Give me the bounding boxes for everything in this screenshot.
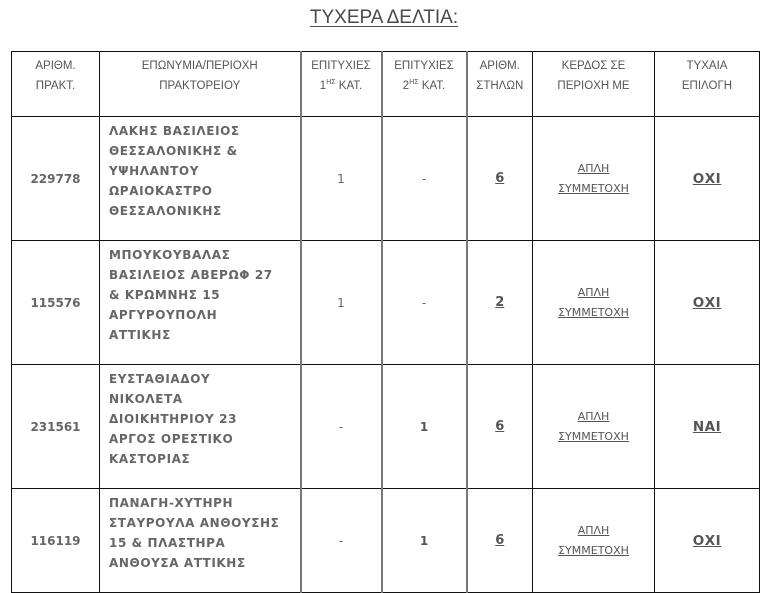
lucky-tickets-table bbox=[11, 51, 760, 593]
columns-cell bbox=[467, 241, 533, 365]
cat1-wins: 1 bbox=[301, 117, 382, 241]
agency-name: ΠΑΝΑΓΗ-ΧΥΤΗΡΗ ΣΤΑΥΡΟΥΛΑ ΑΝΘΟΥΣΗΣ 15 & ΠΛΑΣΤΗΡΑ ΑΝΘΟΥΣΑ ΑΤΤΙΚΗΣ bbox=[100, 489, 301, 593]
profit-cell bbox=[533, 489, 655, 593]
columns-cell bbox=[467, 489, 533, 593]
header-line: ΕΠΙΤΥΧΙΕΣ bbox=[394, 60, 454, 72]
header-columns-count bbox=[467, 52, 533, 117]
random-pick-cell bbox=[655, 241, 760, 365]
agency-name: ΛΑΚΗΣ ΒΑΣΙΛΕΙΟΣ ΘΕΣΣΑΛΟΝΙΚΗΣ & ΥΨΗΛΑΝΤΟΥ ΩΡΑΙΟΚΑΣΤΡΟ ΘΕΣΣΑΛΟΝΙΚΗΣ bbox=[100, 117, 301, 241]
random-pick-cell bbox=[655, 365, 760, 489]
random-pick-link[interactable]: ΟΧΙ bbox=[692, 170, 722, 187]
random-pick-cell bbox=[655, 117, 760, 241]
header-agency-no bbox=[12, 52, 100, 117]
page-title: ΤΥΧΕΡΑ ΔΕΛΤΙΑ: bbox=[309, 7, 459, 28]
header-line: ΕΠΙΤΥΧΙΕΣ bbox=[311, 60, 371, 72]
profit-link[interactable]: ΑΠΛΗ ΣΥΜΜΕΤΟΧΗ bbox=[558, 161, 629, 195]
cat1-wins: 1 bbox=[301, 241, 382, 365]
agency-name: ΕΥΣΤΑΘΙΑΔΟΥ ΝΙΚΟΛΕΤΑ ΔΙΟΙΚΗΤΗΡΙΟΥ 23 ΑΡΓΟΣ ΟΡΕΣΤΙΚΟ ΚΑΣΤΟΡΙΑΣ bbox=[100, 365, 301, 489]
cat2-wins: - bbox=[382, 117, 467, 241]
columns-link[interactable]: 2 bbox=[495, 295, 505, 310]
agency-number: 229778 bbox=[12, 117, 100, 241]
agency-number: 115576 bbox=[12, 241, 100, 365]
header-line: $1^{H\Sigma}$ ΚΑΤ. bbox=[319, 79, 363, 92]
header-line: ΑΡΙΘΜ. bbox=[479, 60, 520, 72]
header-line: ΠΕΡΙΟΧΗ ΜΕ bbox=[557, 80, 630, 92]
header-line: ΕΠΙΛΟΓΗ bbox=[681, 80, 733, 92]
header-line: ΣΤΗΛΩΝ bbox=[476, 80, 524, 92]
random-pick-link[interactable]: ΝΑΙ bbox=[692, 418, 722, 435]
table-header-row bbox=[12, 52, 760, 117]
columns-cell bbox=[467, 365, 533, 489]
columns-link[interactable]: 6 bbox=[495, 533, 505, 548]
header-line: ΠΡΑΚΤ. bbox=[35, 80, 76, 92]
cat2-wins: 1 bbox=[382, 489, 467, 593]
cat1-wins: - bbox=[301, 365, 382, 489]
cat2-wins: 1 bbox=[382, 365, 467, 489]
agency-name: ΜΠΟΥΚΟΥΒΑΛΑΣ ΒΑΣΙΛΕΙΟΣ ΑΒΕΡΩΦ 27 & ΚΡΩΜΝΗΣ 15 ΑΡΓΥΡΟΥΠΟΛΗ ΑΤΤΙΚΗΣ bbox=[100, 241, 301, 365]
header-cat2-wins bbox=[382, 52, 467, 117]
profit-cell bbox=[533, 365, 655, 489]
header-random-pick bbox=[655, 52, 760, 117]
table-row bbox=[12, 365, 760, 489]
table-row bbox=[12, 241, 760, 365]
header-line: $2^{H\Sigma}$ ΚΑΤ. bbox=[402, 79, 446, 92]
header-line: ΕΠΩΝΥΜΙΑ/ΠΕΡΙΟΧΗ bbox=[141, 60, 258, 72]
columns-link[interactable]: 6 bbox=[495, 419, 505, 434]
profit-link[interactable]: ΑΠΛΗ ΣΥΜΜΕΤΟΧΗ bbox=[558, 285, 629, 319]
random-pick-cell bbox=[655, 489, 760, 593]
columns-link[interactable]: 6 bbox=[495, 171, 505, 186]
agency-number: 231561 bbox=[12, 365, 100, 489]
header-line: ΑΡΙΘΜ. bbox=[35, 60, 76, 72]
agency-number: 116119 bbox=[12, 489, 100, 593]
profit-cell bbox=[533, 241, 655, 365]
profit-link[interactable]: ΑΠΛΗ ΣΥΜΜΕΤΟΧΗ bbox=[558, 523, 629, 557]
header-cat1-wins bbox=[301, 52, 382, 117]
cat2-wins: - bbox=[382, 241, 467, 365]
random-pick-link[interactable]: ΟΧΙ bbox=[692, 532, 722, 549]
table-row bbox=[12, 489, 760, 593]
header-profit-area bbox=[533, 52, 655, 117]
random-pick-link[interactable]: ΟΧΙ bbox=[692, 294, 722, 311]
header-line: ΤΥΧΑΙΑ bbox=[686, 60, 728, 72]
header-line: ΚΕΡΔΟΣ ΣΕ bbox=[561, 60, 626, 72]
profit-link[interactable]: ΑΠΛΗ ΣΥΜΜΕΤΟΧΗ bbox=[558, 409, 629, 443]
columns-cell bbox=[467, 117, 533, 241]
header-line: ΠΡΑΚΤΟΡΕΙΟΥ bbox=[159, 80, 241, 92]
table-row bbox=[12, 117, 760, 241]
profit-cell bbox=[533, 117, 655, 241]
header-agency-name bbox=[100, 52, 301, 117]
cat1-wins: - bbox=[301, 489, 382, 593]
